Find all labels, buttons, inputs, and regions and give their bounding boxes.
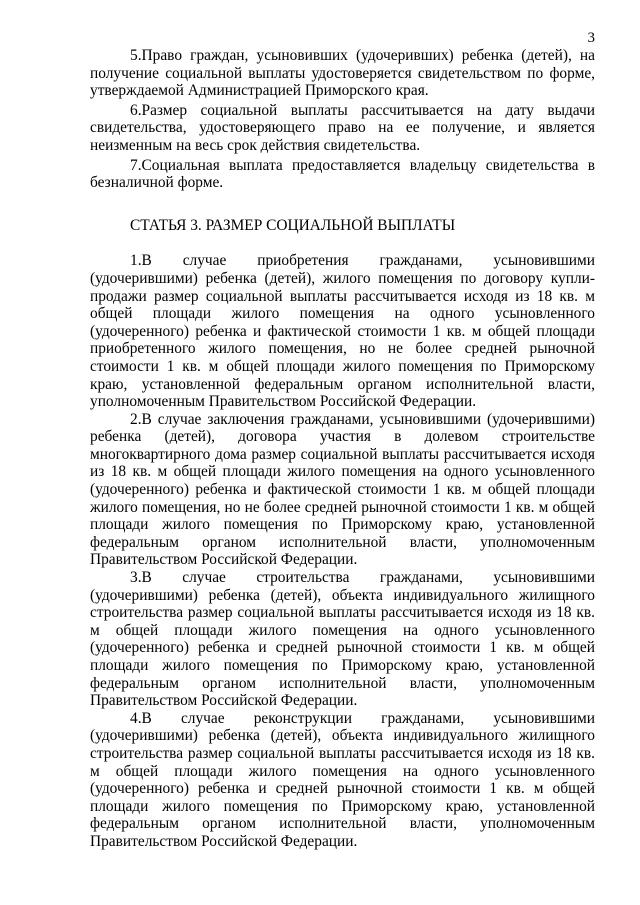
article-3-paragraph-1: 1.В случае приобретения гражданами, усыновившими (удочерившими) ребенка (детей), жилого помещения по договору купли-продажи размер социальной выплаты рассчитывается исходя из 18 кв. м общей площади жилого помещения на одного усыновленного (удочеренного) ребенка и фактической стоимости 1 кв. м общей площади приобретенного жилого помещения, но не более средней рыночной стоимости 1 кв. м общей площади жилого помещения по Приморскому краю, установленной федеральным органом исполнительной власти, уполномоченным Правительством Российской Федерации.: [90, 252, 595, 411]
article-3-paragraph-4: 4.В случае реконструкции гражданами, усыновившими (удочерившими) ребенка (детей), объекта индивидуального жилищного строительства размер социальной выплаты рассчитывается исходя из 18 кв. м общей площади жилого помещения на одного усыновленного (удочеренного) ребенка и средней рыночной стоимости 1 кв. м общей площади жилого помещения по Приморскому краю, установленной федеральным органом исполнительной власти, уполномоченным Правительством Российской Федерации.: [90, 709, 595, 850]
document-body: [90, 47, 595, 851]
article-3-paragraph-3: 3.В случае строительства гражданами, усыновившими (удочерившими) ребенка (детей), объекта индивидуального жилищного строительства размер социальной выплаты рассчитывается исходя из 18 кв. м общей площади жилого помещения на одного усыновленного (удочеренного) ребенка и средней рыночной стоимости 1 кв. м общей площади жилого помещения по Приморскому краю, установленной федеральным органом исполнительной власти, уполномоченным Правительством Российской Федерации.: [90, 569, 595, 710]
article-3-heading: СТАТЬЯ 3. РАЗМЕР СОЦИАЛЬНОЙ ВЫПЛАТЫ: [130, 216, 456, 234]
paragraph-7: 7.Социальная выплата предоставляется владельцу свидетельства в безналичной форме.: [90, 156, 595, 192]
page-number: 3: [587, 30, 595, 46]
paragraph-6: 6.Размер социальной выплаты рассчитывается на дату выдачи свидетельства, удостоверяющего право на ее получение, и является неизменным на весь срок действия свидетельства.: [90, 101, 595, 154]
article-3-paragraph-2: 2.В случае заключения гражданами, усыновившими (удочерившими) ребенка (детей), договора участия в долевом строительстве многоквартирного дома размер социальной выплаты рассчитывается исходя из 18 кв. м общей площади жилого помещения на одного усыновленного (удочеренного) ребенка и фактической стоимости 1 кв. м общей площади жилого помещения, но не более средней рыночной стоимости 1 кв. м общей площади жилого помещения по Приморскому краю, установленной федеральным органом исполнительной власти, уполномоченным Правительством Российской Федерации.: [90, 410, 595, 569]
paragraph-5: 5.Право граждан, усыновивших (удочеривших) ребенка (детей), на получение социальной выплаты удостоверяется свидетельством по форме, утверждаемой Администрацией Приморского края.: [90, 47, 595, 100]
